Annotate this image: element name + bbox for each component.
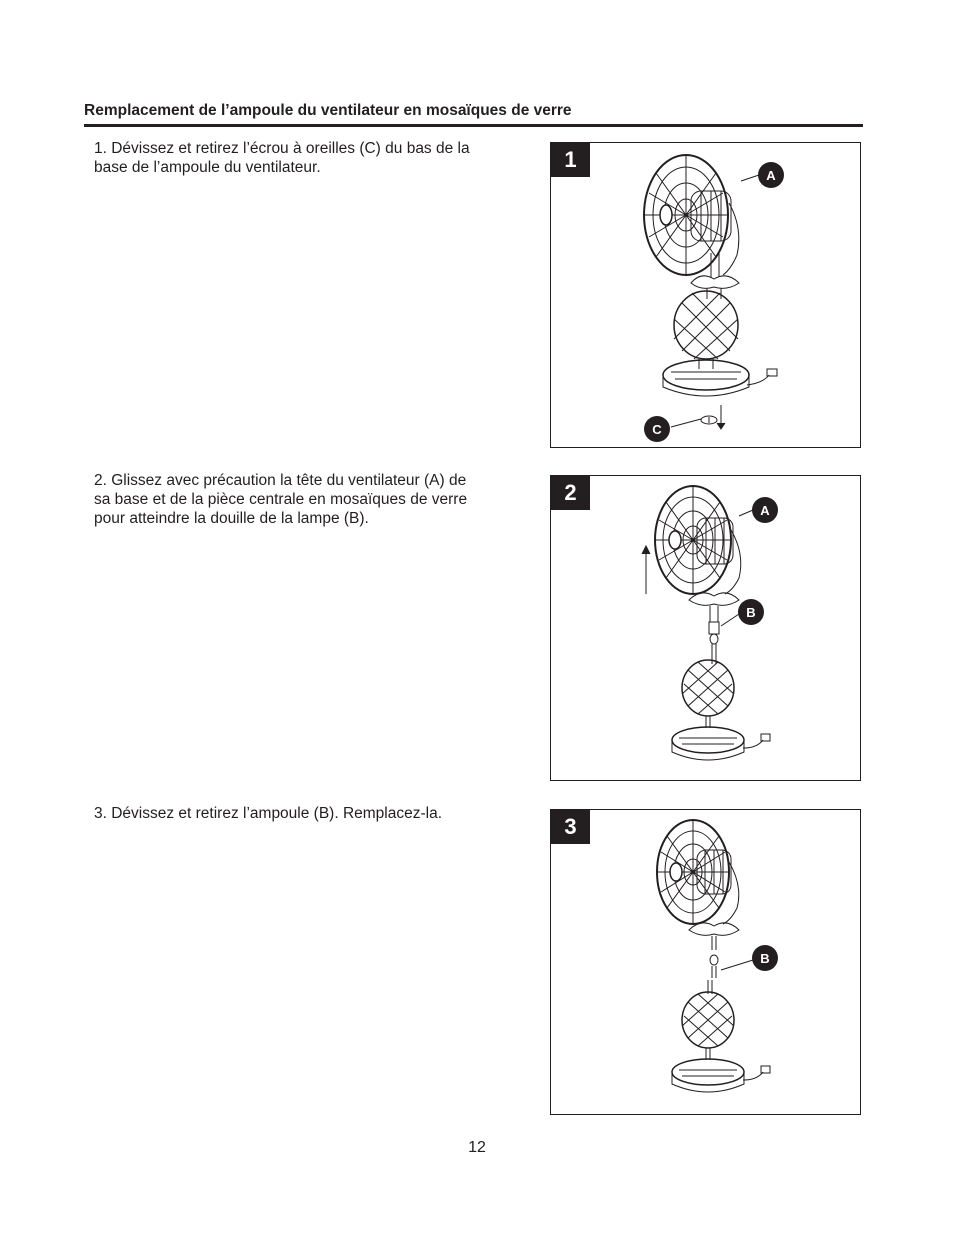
step-1-text [94,139,524,177]
step-3-line-1: 3. Dévissez et retirez l’ampoule (B). Remplacez-la. [94,805,443,822]
callout-a-label: A [766,168,776,183]
step-1-line-1: 1. Dévissez et retirez l’écrou à oreilles (C) du bas de la [94,140,470,157]
fan-illustration-1 [551,143,862,449]
section-title: Remplacement de l’ampoule du ventilateur en mosaïques de verre [84,102,572,119]
page-number: 12 [468,1139,486,1156]
figure-1-number: 1 [551,143,590,177]
callout-a-label: A [760,503,770,518]
step-2-text [94,471,524,528]
figure-3 [550,809,861,1115]
figure-3-number: 3 [551,810,590,844]
fan-illustration-3 [551,810,862,1116]
figure-1 [550,142,861,448]
callout-b-label: B [760,951,770,966]
figure-2-number: 2 [551,476,590,510]
figure-2 [550,475,861,781]
fan-illustration-2 [551,476,862,782]
step-2-line-1: 2. Glissez avec précaution la tête du ventilateur (A) de [94,472,467,489]
callout-c-label: C [652,422,662,437]
step-2-line-2: sa base et de la pièce centrale en mosaïques de verre [94,491,468,508]
step-1-line-2: base de l’ampoule du ventilateur. [94,159,321,176]
step-3-text [94,804,524,823]
title-rule [84,124,863,127]
step-2-line-3: pour atteindre la douille de la lampe (B). [94,510,369,527]
callout-b-label: B [746,605,756,620]
